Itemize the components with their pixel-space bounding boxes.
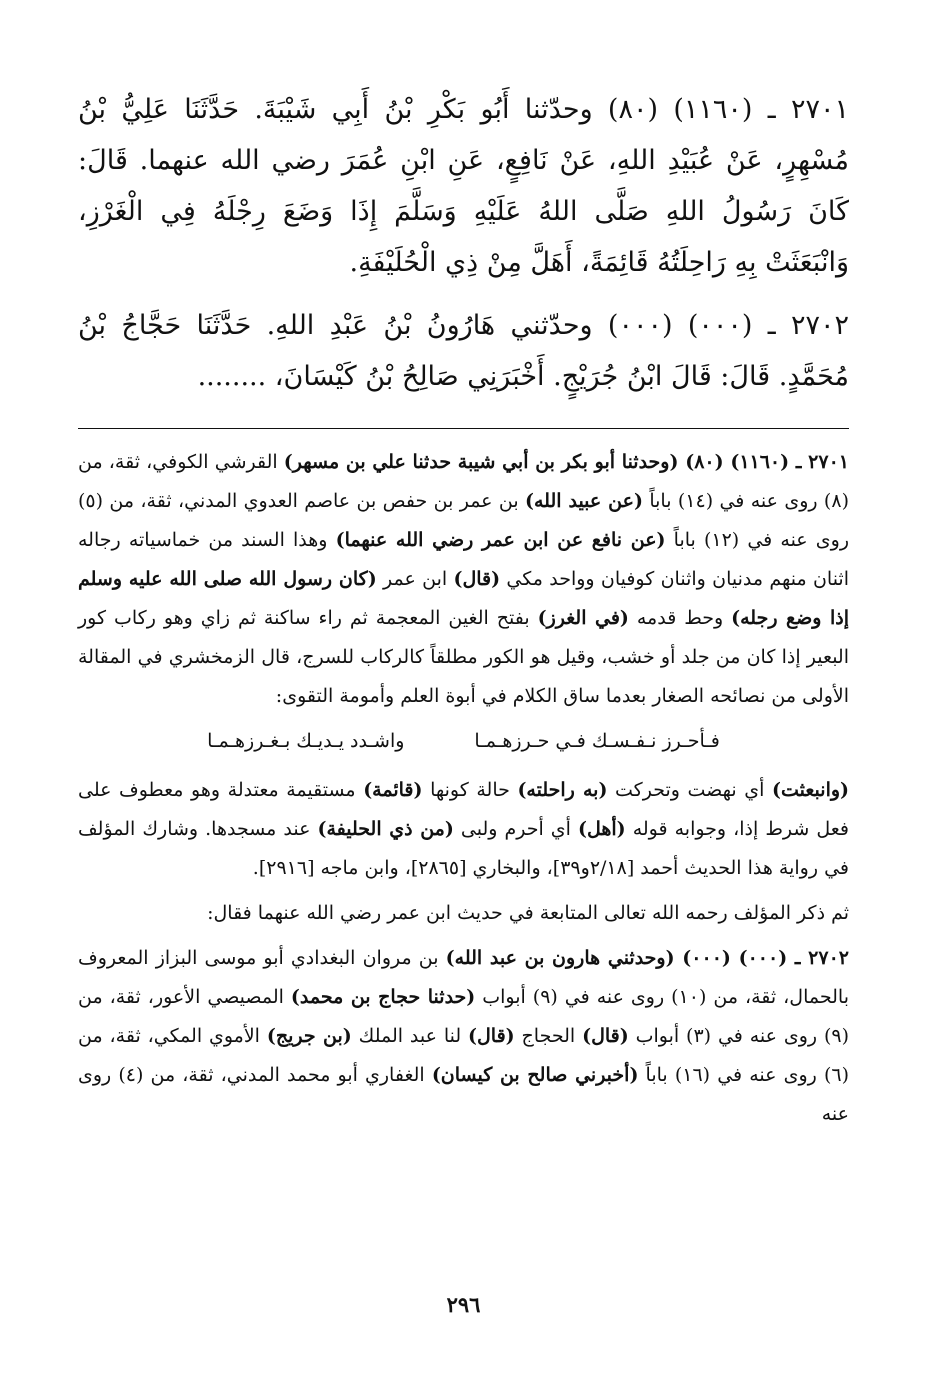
hadith-2701: ٢٧٠١ ـ (١١٦٠) (٨٠) وحدّثنا أَبُو بَكْرِ بْنُ أَبِي شَيْبَةَ. حَدَّثَنَا عَلِيُّ بْنُ مُسْهِرٍ، عَنْ عُبَيْدِ اللهِ، عَنْ نَافِعٍ، عَنِ ابْنِ عُمَرَ رضي الله عنهما. قَالَ: كَانَ رَسُولُ اللهِ صَلَّى اللهُ عَلَيْهِ وَسَلَّمَ إِذَا وَضَعَ رِجْلَهُ فِي الْغَرْزِ، وَانْبَعَثَتْ بِهِ رَاحِلَتُهُ قَائِمَةً، أَهَلَّ مِنْ ذِي الْحُلَيْفَةِ. [78,94,850,278]
commentary-bold: (عن عبيد الله) [525,490,643,512]
commentary-text: الأموي المكي، ثقة، من (٦) روى عنه في (١٦) باباً [78,1025,849,1086]
commentary-bold: (قائمة) [363,779,423,801]
commentary-section [78,443,849,1134]
commentary-text: أي أحرم ولبى [453,818,578,840]
commentary-bold: (قال) [468,1025,515,1047]
commentary-text: بن عمر بن حفص بن عاصم العدوي المدني، ثقة، من (٥) روى عنه في (١٢) باباً [78,490,850,551]
commentary-bold: (عن نافع عن ابن عمر رضي الله عنهما) [335,529,666,551]
commentary-text: ابن عمر [376,568,454,590]
commentary-text: القرشي الكوفي، ثقة، من (٨) روى عنه في (١٤) باباً [78,451,849,512]
commentary-bold: (قال) [453,568,501,590]
commentary-bold: (أهل) [577,818,626,840]
commentary-bold: ٢٧٠١ ـ (١١٦٠) (٨٠) (وحدثنا أبو بكر بن أبي شيبة حدثنا علي بن مسهر) [283,451,849,473]
commentary-text: وحط قدمه [628,607,732,629]
commentary-text: بن مروان البغدادي أبو موسى البزاز المعروف بالحمال، ثقة، من (١٠) روى عنه في (٩) أبواب [78,947,850,1008]
commentary-text: الغفاري أبو محمد المدني، ثقة، من (٤) روى عنه [78,1064,849,1125]
poem-verse [78,722,849,761]
page-number: ٢٩٦ [446,1292,481,1317]
commentary-bold: (به راحلته) [517,779,608,801]
commentary-transition: ثم ذكر المؤلف رحمه الله تعالى المتابعة في حديث ابن عمر رضي الله عنهما فقال: [207,902,849,924]
hadith-2702: ٢٧٠٢ ـ (٠٠٠) (٠٠٠) وحدّثني هَارُونُ بْنُ عَبْدِ اللهِ. حَدَّثَنَا حَجَّاجُ بْنُ مُحَمَّدٍ. قَالَ: قَالَ ابْنُ جُرَيْجٍ. أَخْبَرَنِي صَالِحُ بْنُ كَيْسَانَ، ........ [78,310,849,392]
commentary-bold: (من ذي الحليفة) [317,818,454,840]
commentary-text: لنا عبد الملك [351,1025,469,1047]
commentary-bold: (بن جريج) [266,1025,352,1047]
commentary-text: أي نهضت وتحركت [607,779,772,801]
footnote-divider [78,428,849,429]
commentary-2701 [78,443,849,716]
poem-second-hemistich: واشـدد يـديـك بـغـرزهـمـا [207,730,405,752]
commentary-text: الحجاج [514,1025,583,1047]
commentary-text: المصيصي الأعور، ثقة، من (٩) روى عنه في (٣) أبواب [78,986,850,1047]
book-page [78,84,849,1337]
commentary-text: عند مسجدها. وشارك المؤلف في رواية هذا الحديث أحمد [٢/١٨و٣٩]، والبخاري [٢٨٦٥]، وابن ماجه [٢٩١٦]. [78,818,849,879]
commentary-2702 [78,939,849,1134]
hadith-main-text [78,84,849,402]
commentary-bold: (حدثنا حجاج بن محمد) [290,986,476,1008]
commentary-text: وهذا السند من خماسياته رجاله اثنان منهم مدنيان واثنان كوفيان وواحد مكي [78,529,849,590]
commentary-text: حالة كونها [422,779,518,801]
commentary-bold: (أخبرني صالح بن كيسان) [431,1064,639,1086]
commentary-text: بفتح الغين المعجمة ثم راء ساكنة ثم زاي وهو ركاب كور البعير إذا كان من جلد أو خشب، وقيل هو الكور مطلقاً كالركاب للسرج، قال الزمخشري في المقالة الأولى من نصائحه الصغار بعدما ساق الكلام في أبوة العلم وأمومة التقوى: [78,607,849,707]
commentary-2701-continued [78,771,849,888]
commentary-text: مستقيمة معتدلة وهو معطوف على فعل شرط إذا، وجوابه قوله [78,779,850,840]
poem-first-hemistich: فـأحـرز نـفـسـك فـي حـرزهـمـا [474,730,720,752]
commentary-bold: ٢٧٠٢ ـ (٠٠٠) (٠٠٠) (وحدثني هارون بن عبد الله) [445,947,849,969]
commentary-bold: (في الغرز) [537,607,629,629]
commentary-bold: (وانبعثت) [772,779,850,801]
commentary-bold: (كان رسول الله صلى الله عليه وسلم إذا وضع رجله) [78,568,849,629]
commentary-bold: (قال) [582,1025,629,1047]
